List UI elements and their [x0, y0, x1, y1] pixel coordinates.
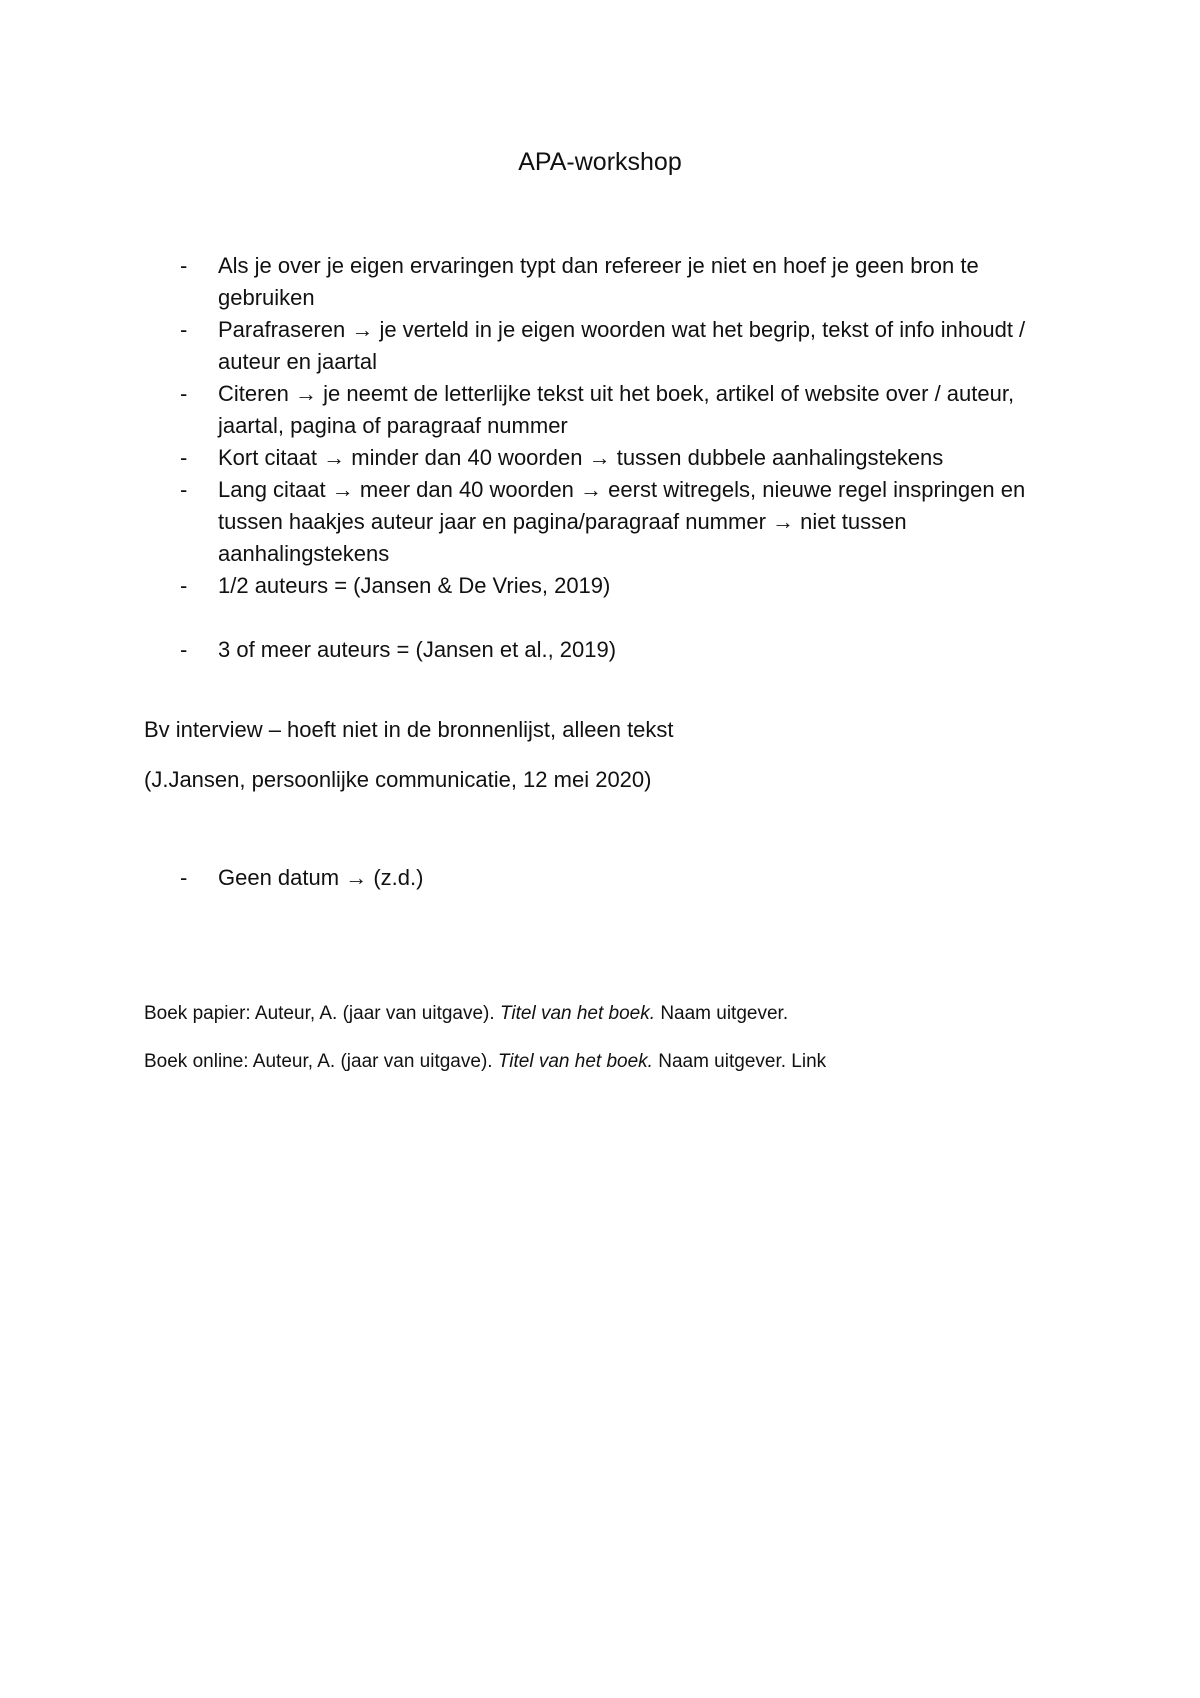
bullet-dash: -	[180, 317, 188, 342]
list-item-text: je neemt de letterlijke tekst uit het boek, artikel of website over / auteur, jaartal, pagina of paragraaf nummer	[218, 381, 1015, 438]
reference-title: Titel van het boek.	[499, 1003, 656, 1024]
list-item-text: 1/2 auteurs = (Jansen & De Vries, 2019)	[218, 573, 611, 598]
list-item-mid: minder dan 40 woorden	[351, 445, 583, 470]
list-item-lead: Citeren	[218, 381, 289, 406]
list-item	[180, 474, 1060, 570]
list-item-text: je verteld in je eigen woorden wat het begrip, tekst of info inhoudt / auteur en jaartal	[218, 317, 1026, 374]
bullet-list	[180, 250, 1060, 666]
list-item-text: Als je over je eigen ervaringen typt dan refereer je niet en hoef je geen bron te gebruiken	[218, 253, 979, 310]
page-title: APA-workshop	[518, 148, 682, 176]
bullet-dash: -	[180, 253, 188, 278]
bullet-dash: -	[180, 573, 188, 598]
reference-title: Titel van het boek.	[497, 1051, 653, 1072]
list-item-text: niet tussen aanhalingstekens	[218, 509, 907, 566]
list-item	[180, 378, 1060, 442]
list-item	[180, 250, 1060, 314]
list-item-text: tussen dubbele aanhalingstekens	[616, 445, 944, 470]
reference-prefix: Boek papier: Auteur, A. (jaar van uitgave).	[144, 1003, 495, 1024]
interview-line: Bv interview – hoeft niet in de bronnenlijst, alleen tekst	[144, 717, 674, 742]
arrow-right-icon: →	[580, 477, 603, 502]
list-item-mid2: eerst witregels, nieuwe regel inspringen en tussen haakjes auteur jaar en pagina/paragraaf nummer	[218, 477, 1026, 534]
reference-suffix: Naam uitgever.	[660, 1003, 789, 1024]
list-item	[180, 314, 1060, 378]
list-item-lead: Kort citaat	[218, 445, 318, 470]
arrow-right-icon: →	[323, 445, 346, 470]
no-date-text: (z.d.)	[373, 865, 424, 890]
reference-prefix: Boek online: Auteur, A. (jaar van uitgave).	[144, 1051, 493, 1072]
arrow-right-icon: →	[331, 477, 354, 502]
reference-book-online	[144, 1048, 826, 1076]
list-item-text: 3 of meer auteurs = (Jansen et al., 2019)	[218, 637, 617, 662]
arrow-right-icon: →	[295, 381, 318, 406]
interview-example: (J.Jansen, persoonlijke communicatie, 12 mei 2020)	[144, 767, 652, 792]
no-date-lead: Geen datum	[218, 865, 340, 890]
arrow-right-icon: →	[351, 317, 374, 342]
arrow-right-icon: →	[772, 509, 795, 534]
reference-suffix: Naam uitgever. Link	[658, 1051, 827, 1072]
no-date-item	[180, 862, 423, 894]
bullet-dash: -	[180, 381, 188, 406]
bullet-dash: -	[180, 477, 188, 502]
list-item	[180, 634, 1060, 666]
bullet-dash: -	[180, 445, 188, 470]
bullet-dash: -	[180, 865, 188, 890]
arrow-right-icon: →	[588, 445, 611, 470]
list-item-lead: Parafraseren	[218, 317, 346, 342]
list-item-lead: Lang citaat	[218, 477, 326, 502]
list-item	[180, 570, 1060, 602]
arrow-right-icon: →	[345, 865, 368, 890]
reference-book-paper	[144, 1000, 788, 1028]
bullet-dash: -	[180, 637, 188, 662]
list-item-mid: meer dan 40 woorden	[359, 477, 574, 502]
list-item	[180, 442, 1060, 474]
